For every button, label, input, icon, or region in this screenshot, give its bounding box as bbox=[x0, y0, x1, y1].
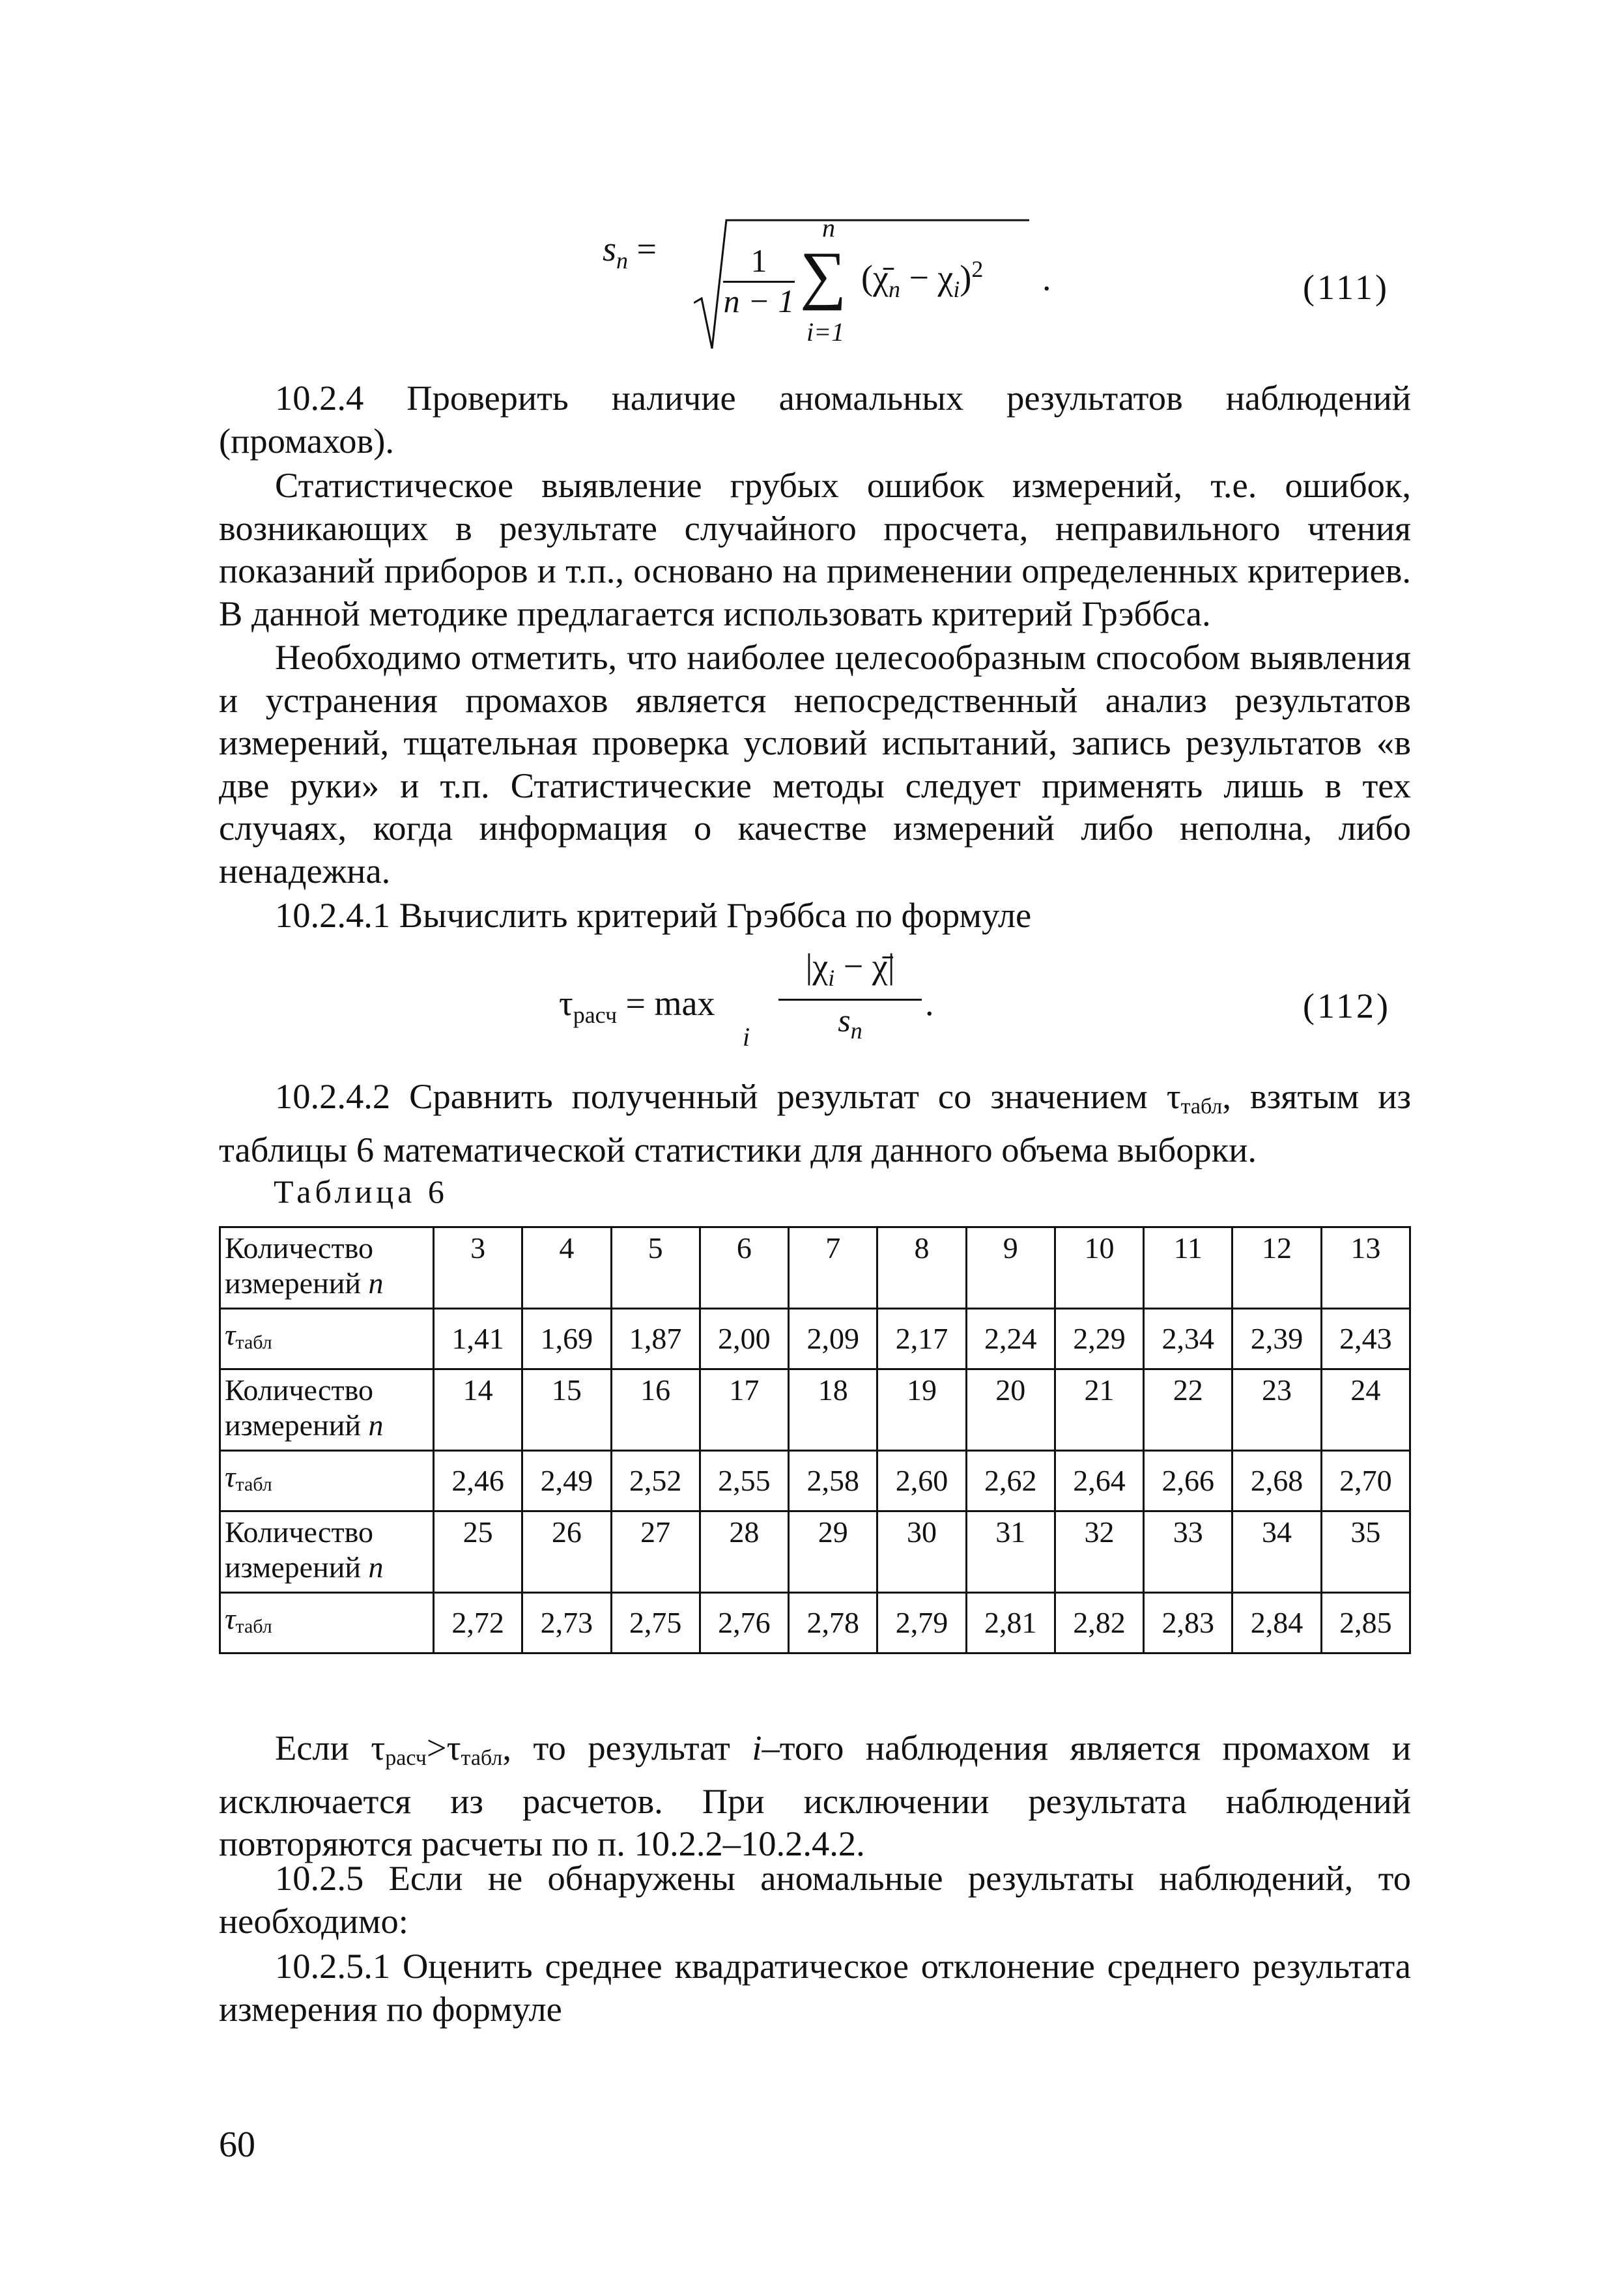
table-cell-tau: 1,41 bbox=[434, 1309, 522, 1369]
row-label-tau: τтабл bbox=[220, 1451, 434, 1511]
formula-112-fraction: $|\chi_i$ − χ̄| $s_n$ bbox=[778, 948, 922, 1050]
paragraph-10-2-5: 10.2.5 Если не обнаружены аномальные результаты наблюдений, то необходимо: bbox=[219, 1858, 1411, 1941]
paragraph-10-2-4: 10.2.4 Проверить наличие аномальных результатов наблюдений (промахов). bbox=[219, 378, 1411, 461]
table-row-tau bbox=[220, 1309, 1410, 1369]
sum-lower-limit: i=1 bbox=[806, 317, 845, 347]
formula-111-body: $(\chī_n - \chi_i)^2$ bbox=[861, 256, 984, 302]
table-cell-tau: 1,87 bbox=[611, 1309, 700, 1369]
table-cell-tau: 2,09 bbox=[789, 1309, 877, 1369]
table-cell-n: 3 bbox=[434, 1227, 522, 1309]
table-cell-tau: 2,24 bbox=[966, 1309, 1055, 1369]
table-cell-tau: 2,17 bbox=[877, 1309, 966, 1369]
table-cell-n: 12 bbox=[1232, 1227, 1321, 1309]
table-cell-tau: 2,70 bbox=[1321, 1451, 1410, 1511]
table-cell-tau: 2,00 bbox=[700, 1309, 788, 1369]
table-cell-tau: 2,84 bbox=[1232, 1593, 1321, 1653]
table-cell-tau: 2,79 bbox=[877, 1593, 966, 1653]
table-cell-tau: 2,83 bbox=[1144, 1593, 1232, 1653]
paragraph-outlier-rule: Если τрасч>τтабл, то результат i–того наблюдения является промахом и исключается из расчетов. При исключении результата наблюдений повторяются расчеты по п. 10.2.2–10.2.4.2. bbox=[219, 1728, 1411, 1863]
formula-111-fraction: 1 n − 1 bbox=[723, 242, 795, 319]
table-cell-n: 14 bbox=[434, 1369, 522, 1451]
table-cell-n: 25 bbox=[434, 1511, 522, 1593]
table-cell-n: 33 bbox=[1144, 1511, 1232, 1593]
table-cell-n: 22 bbox=[1144, 1369, 1232, 1451]
table-cell-tau: 2,62 bbox=[966, 1451, 1055, 1511]
table-cell-tau: 2,34 bbox=[1144, 1309, 1232, 1369]
table-cell-tau: 2,72 bbox=[434, 1593, 522, 1653]
table-cell-n: 23 bbox=[1232, 1369, 1321, 1451]
table-cell-n: 19 bbox=[877, 1369, 966, 1451]
table-caption: Таблица 6 bbox=[274, 1173, 448, 1210]
table-cell-n: 10 bbox=[1055, 1227, 1143, 1309]
paragraph-gross-errors: Статистическое выявление грубых ошибок измерений, т.е. ошибок, возникающих в результате случайного просчета, неправильного чтения показаний приборов и т.п., основано на применении определенных критериев. В данной методике предлагается использовать критерий Грэббса. bbox=[219, 465, 1411, 633]
formula-112-dot: . bbox=[925, 984, 934, 1023]
equation-number-112: (112) bbox=[1303, 986, 1391, 1025]
table-cell-n: 18 bbox=[789, 1369, 877, 1451]
table-cell-tau: 2,58 bbox=[789, 1451, 877, 1511]
table-cell-n: 27 bbox=[611, 1511, 700, 1593]
table-cell-n: 4 bbox=[522, 1227, 611, 1309]
table-cell-tau: 2,60 bbox=[877, 1451, 966, 1511]
table-cell-tau: 2,49 bbox=[522, 1451, 611, 1511]
table-cell-tau: 2,55 bbox=[700, 1451, 788, 1511]
paragraph-10-2-4-2: 10.2.4.2 Сравнить полученный результат со значением τтабл, взятым из таблицы 6 математической статистики для данного объема выборки. bbox=[219, 1076, 1411, 1169]
table-cell-n: 29 bbox=[789, 1511, 877, 1593]
table-cell-tau: 2,46 bbox=[434, 1451, 522, 1511]
table-row-n bbox=[220, 1369, 1410, 1451]
table-row-tau bbox=[220, 1451, 1410, 1511]
table-cell-tau: 2,68 bbox=[1232, 1451, 1321, 1511]
table-cell-tau: 2,73 bbox=[522, 1593, 611, 1653]
table-row-n bbox=[220, 1511, 1410, 1593]
table-cell-tau: 2,75 bbox=[611, 1593, 700, 1653]
table-cell-n: 32 bbox=[1055, 1511, 1143, 1593]
paragraph-10-2-5-1: 10.2.5.1 Оценить среднее квадратическое отклонение среднего результата измерения по формуле bbox=[219, 1946, 1411, 2029]
table-cell-n: 7 bbox=[789, 1227, 877, 1309]
table-cell-n: 21 bbox=[1055, 1369, 1143, 1451]
table-cell-n: 24 bbox=[1321, 1369, 1410, 1451]
table-cell-tau: 2,82 bbox=[1055, 1593, 1143, 1653]
paragraph-outliers-note: Необходимо отметить, что наиболее целесообразным способом выявления и устранения промахов является непосредственный анализ результатов измерений, тщательная проверка условий испытаний, запись результатов «в две руки» и т.п. Статистические методы следует применять лишь в тех случаях, когда информация о качестве измерений либо неполна, либо ненадежна. bbox=[219, 637, 1411, 891]
table-cell-n: 34 bbox=[1232, 1511, 1321, 1593]
table-cell-n: 6 bbox=[700, 1227, 788, 1309]
table-cell-n: 28 bbox=[700, 1511, 788, 1593]
table-cell-n: 15 bbox=[522, 1369, 611, 1451]
table-cell-tau: 2,29 bbox=[1055, 1309, 1143, 1369]
formula-111-dot: . bbox=[1042, 259, 1051, 298]
formula-112-lhs: $\tau_{расч} = \max$ bbox=[559, 984, 715, 1028]
table-cell-n: 35 bbox=[1321, 1511, 1410, 1593]
sum-upper-limit: n bbox=[822, 213, 835, 242]
table-row-tau bbox=[220, 1593, 1410, 1653]
row-label-tau: τтабл bbox=[220, 1593, 434, 1653]
table-cell-n: 11 bbox=[1144, 1227, 1232, 1309]
equation-number-111: (111) bbox=[1303, 268, 1389, 307]
table-cell-tau: 2,66 bbox=[1144, 1451, 1232, 1511]
grubbs-criterion-table bbox=[219, 1226, 1411, 1654]
table-cell-n: 13 bbox=[1321, 1227, 1410, 1309]
table-cell-tau: 2,76 bbox=[700, 1593, 788, 1653]
table-cell-tau: 2,81 bbox=[966, 1593, 1055, 1653]
table-cell-tau: 2,78 bbox=[789, 1593, 877, 1653]
paragraph-10-2-4-1: 10.2.4.1 Вычислить критерий Грэббса по формуле bbox=[275, 895, 1032, 935]
table-cell-n: 31 bbox=[966, 1511, 1055, 1593]
table-cell-tau: 2,85 bbox=[1321, 1593, 1410, 1653]
table-cell-n: 8 bbox=[877, 1227, 966, 1309]
sum-icon: ∑ bbox=[800, 238, 847, 311]
table-cell-n: 20 bbox=[966, 1369, 1055, 1451]
table-cell-tau: 2,39 bbox=[1232, 1309, 1321, 1369]
table-cell-tau: 2,64 bbox=[1055, 1451, 1143, 1511]
page-number: 60 bbox=[219, 2125, 255, 2165]
table-cell-tau: 2,43 bbox=[1321, 1309, 1410, 1369]
table-cell-tau: 1,69 bbox=[522, 1309, 611, 1369]
table-row-n bbox=[220, 1227, 1410, 1309]
row-label-measurements: Количество измерений n bbox=[220, 1227, 434, 1309]
formula-111-lhs: $s_n$ = bbox=[603, 229, 657, 274]
table-cell-n: 30 bbox=[877, 1511, 966, 1593]
table-cell-n: 9 bbox=[966, 1227, 1055, 1309]
row-label-measurements: Количество измерений n bbox=[220, 1511, 434, 1593]
table-cell-n: 17 bbox=[700, 1369, 788, 1451]
table-cell-n: 26 bbox=[522, 1511, 611, 1593]
max-subscript: i bbox=[743, 1022, 750, 1052]
table-cell-n: 16 bbox=[611, 1369, 700, 1451]
row-label-measurements: Количество измерений n bbox=[220, 1369, 434, 1451]
table-cell-tau: 2,52 bbox=[611, 1451, 700, 1511]
row-label-tau: τтабл bbox=[220, 1309, 434, 1369]
table-cell-n: 5 bbox=[611, 1227, 700, 1309]
